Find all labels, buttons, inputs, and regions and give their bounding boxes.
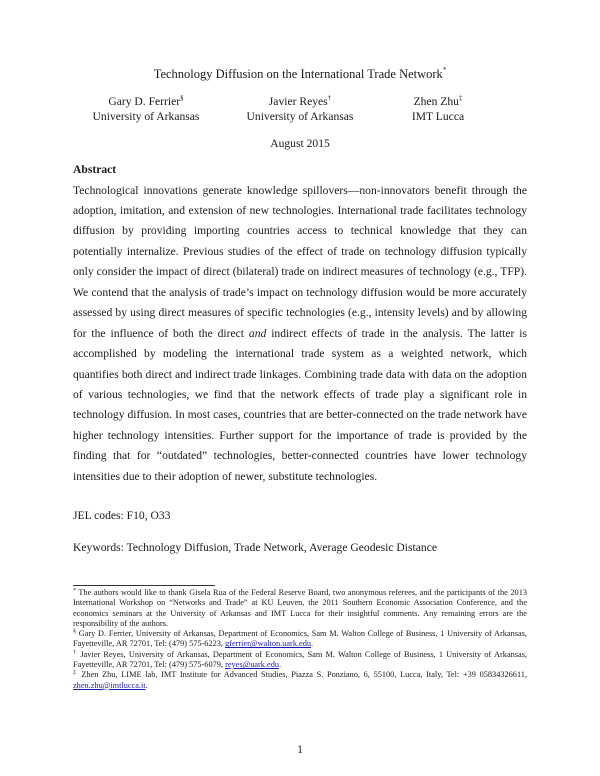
footnotes bbox=[73, 588, 527, 691]
author-name: Javier Reyes† bbox=[268, 94, 332, 108]
author-name: Zhen Zhu‡ bbox=[413, 94, 463, 108]
jel-codes: JEL codes: F10, O33 bbox=[73, 509, 171, 522]
email-link[interactable]: zhen.zhu@imtlucca.it bbox=[73, 680, 146, 690]
abstract-emphasis: and bbox=[248, 326, 267, 340]
author-block bbox=[338, 94, 538, 124]
footnote-ferrier: § Gary D. Ferrier, University of Arkansas, Department of Economics, Sam M. Walton College of Business, 1 University of Arkansas, Fayetteville, AR 72701, Tel: (479) 575-6223, gferrier@walton.uark.edu. bbox=[73, 629, 527, 649]
email-link[interactable]: gferrier@walton.uark.edu bbox=[225, 639, 312, 649]
footnote-divider bbox=[73, 585, 215, 586]
footnote-acknowledgements: * The authors would like to thank Gisela Rua of the Federal Reserve Board, two anonymous referees, and the participants of the 2013 International Workshop on “Networks and Trade” at KU Leuven, the 2011 Southern Economic Association Conference, and the economics seminars at the University of Arkansas and IMT Lucca for their insightful comments. Any remaining errors are the responsibility of the authors. bbox=[73, 588, 527, 628]
author-affiliation: University of Arkansas bbox=[92, 110, 200, 123]
abstract-body: Technological innovations generate knowledge spillovers—non-innovators benefit through the adoption, imitation, and extension of new technologies. International trade facilitates technology diffusion by providing importing countries access to technical knowledge that they can potentially internalize. Previous studies of the effect of trade on technology diffusion typically only consider the impact of direct (bilateral) trade on indirect measures of technology (e.g., TFP). We contend that the analysis of trade’s impact on technology diffusion would be more accurately assessed by using direct measures of specific technologies (e.g., intensity levels) and by allowing for the influence of both the direct and indirect effects of trade in the analysis. The latter is accomplished by modeling the international trade system as a weighted network, which quantifies both direct and indirect trade linkages. Combining trade data with data on the adoption of various technologies, we find that the network effects of trade play a significant role in technology diffusion. In most cases, countries that are better-connected on the trade network have higher technology intensities. Further support for the importance of trade is provided by the finding that for “outdated” technologies, better-connected countries have lower technology intensities due to their adoption of newer, substitute technologies. bbox=[73, 183, 527, 483]
author-affiliation: University of Arkansas bbox=[246, 110, 354, 123]
footnote-zhu: ‡ Zhen Zhu, LIME lab, IMT Institute for Advanced Studies, Piazza S. Ponziano, 6, 55100, Lucca, Italy, Tel: +39 05834326611, zhen.zhu@imtlucca.it. bbox=[73, 670, 528, 690]
title-text: Technology Diffusion on the International Trade Network bbox=[153, 67, 443, 81]
abstract-heading: Abstract bbox=[73, 163, 117, 176]
author-affiliation: IMT Lucca bbox=[411, 110, 465, 123]
footnote-reyes: † Javier Reyes, University of Arkansas, Department of Economics, Sam M. Walton College of Business, 1 University of Arkansas, Fayetteville, AR 72701, Tel: (479) 575-6079, reyes@uark.edu. bbox=[73, 649, 527, 670]
paper-title bbox=[0, 66, 600, 82]
publication-date: August 2015 bbox=[270, 137, 330, 150]
author-name: Gary D. Ferrier§ bbox=[108, 94, 184, 108]
page-number: 1 bbox=[297, 743, 303, 756]
email-link[interactable]: reyes@uark.edu bbox=[225, 660, 280, 670]
title-footnote-mark: * bbox=[442, 66, 447, 74]
keywords: Keywords: Technology Diffusion, Trade Network, Average Geodesic Distance bbox=[73, 541, 437, 554]
